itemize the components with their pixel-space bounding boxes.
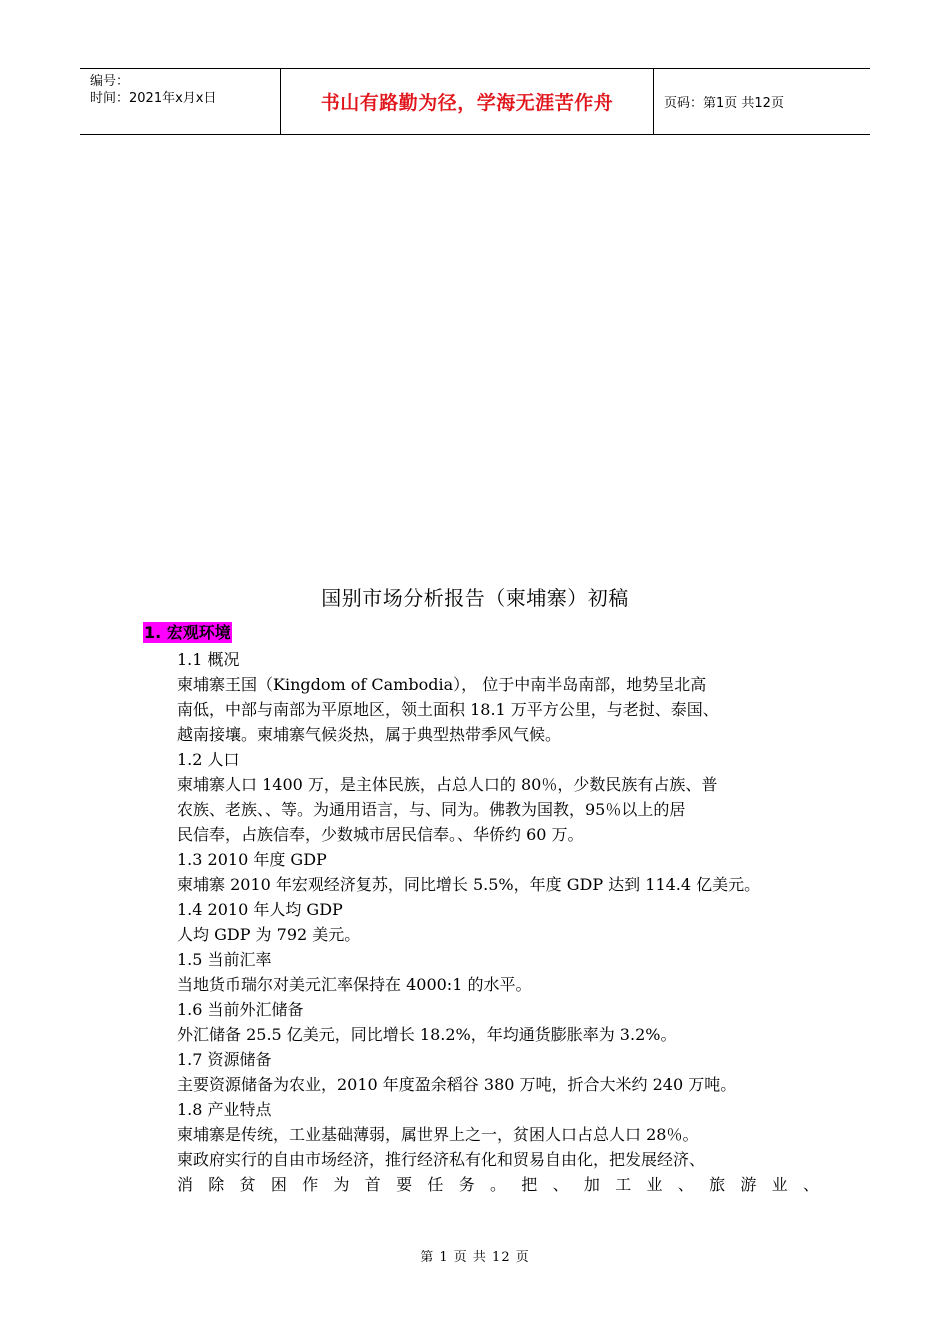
paragraph-line: 柬埔寨王国（Kingdom of Cambodia）， 位于中南半岛南部，地势呈北高 (177, 675, 707, 694)
paragraph-line: 当地货币瑞尔对美元汇率保持在 4000:1 的水平。 (177, 975, 532, 994)
subheading-industry: 1.8 产业特点 (177, 1100, 272, 1119)
paragraph-line: 民信奉，占族信奉，少数城市居民信奉。、华侨约 60 万。 (177, 825, 584, 844)
page-info: 页码：第1页 共12页 (664, 96, 784, 111)
paragraph-line: 人均 GDP 为 792 美元。 (177, 925, 361, 944)
paragraph-line: 主要资源储备为农业，2010 年度盈余稻谷 380 万吨，折合大米约 240 万吨。 (177, 1075, 737, 1094)
paragraph-line: 越南接壤。柬埔寨气候炎热，属于典型热带季风气候。 (177, 725, 562, 744)
paragraph-line: 柬政府实行的自由市场经济，推行经济私有化和贸易自由化，把发展经济、 (177, 1150, 706, 1169)
paragraph-line: 外汇储备 25.5 亿美元，同比增长 18.2%，年均通货膨胀率为 3.2%。 (177, 1025, 677, 1044)
paragraph-line: 柬埔寨人口 1400 万，是主体民族，占总人口的 80％，少数民族有占族、普 (177, 775, 718, 794)
motto-text: 书山有路勤为径，学海无涯苦作舟 (320, 92, 614, 114)
document-header (80, 68, 870, 135)
paragraph-line: 南低，中部与南部为平原地区，领土面积 18.1 万平方公里，与老挝、泰国、 (177, 700, 719, 719)
paragraph-line: 柬埔寨 2010 年宏观经济复苏，同比增长 5.5%，年度 GDP 达到 114.4 亿美元。 (177, 875, 761, 894)
subheading-population: 1.2 人口 (177, 750, 240, 769)
header-page-cell (654, 69, 870, 134)
section-body (177, 647, 820, 1197)
paragraph-line: 消 除 贫 困 作 为 首 要 任 务 。 把 、 加 工 业 、 旅 游 业 、 (177, 1175, 820, 1194)
time-label: 时间：2021年x月x日 (90, 91, 217, 106)
paragraph-line: 柬埔寨是传统，工业基础薄弱，属世界上之一，贫困人口占总人口 28％。 (177, 1125, 699, 1144)
header-meta-cell (80, 69, 281, 134)
header-motto-cell (281, 69, 654, 134)
subheading-gdp: 1.3 2010 年度 GDP (177, 850, 327, 869)
subheading-gdp-per-capita: 1.4 2010 年人均 GDP (177, 900, 343, 919)
document-title: 国别市场分析报告（柬埔寨）初稿 (321, 586, 629, 610)
section-heading: 1. 宏观环境 (144, 623, 231, 642)
page-footer: 第 1 页 共 12 页 (420, 1250, 530, 1265)
subheading-forex-reserve: 1.6 当前外汇储备 (177, 1000, 304, 1019)
paragraph-line: 农族、老族、、等。为通用语言，与、同为。佛教为国教，95％以上的居 (177, 800, 686, 819)
subheading-overview: 1.1 概况 (177, 650, 240, 669)
subheading-resources: 1.7 资源储备 (177, 1050, 272, 1069)
subheading-exchange-rate: 1.5 当前汇率 (177, 950, 272, 969)
number-label: 编号： (90, 74, 130, 89)
